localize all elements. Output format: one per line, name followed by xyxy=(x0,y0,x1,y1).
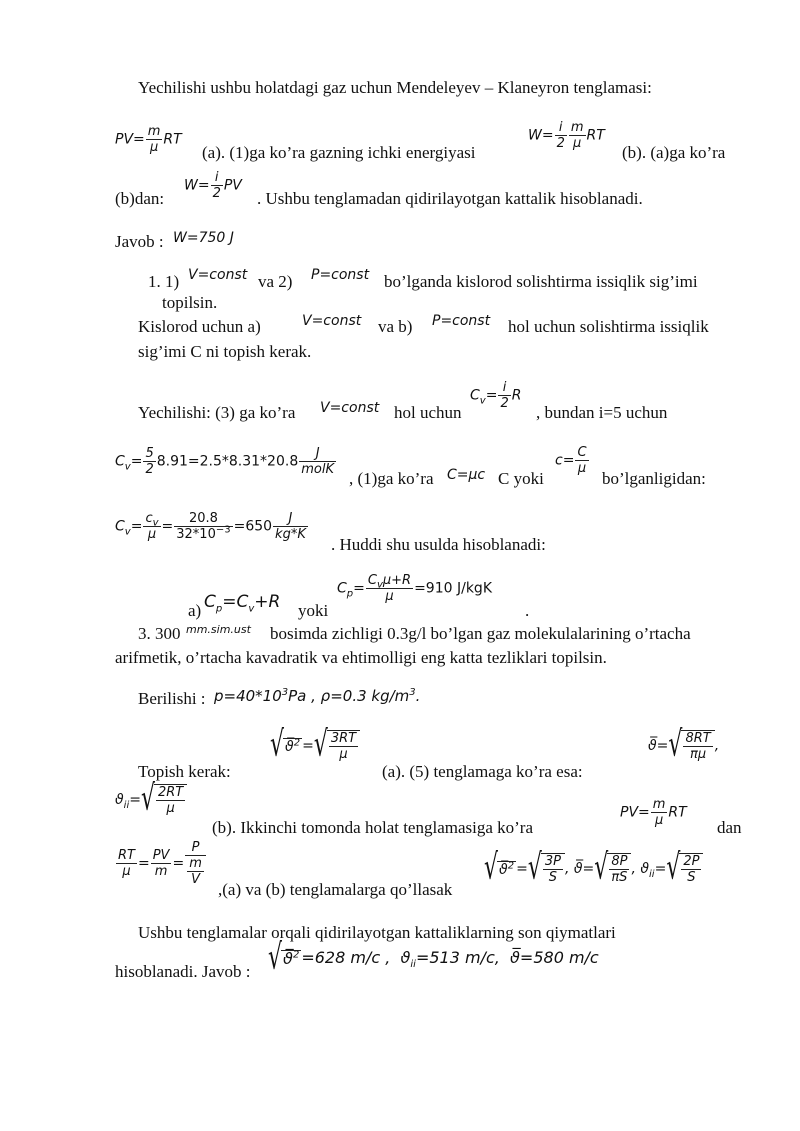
punctuation: . xyxy=(525,601,530,620)
paragraph-text: arifmetik, o’rtacha kavadratik va ehtimolligi eng katta tezliklari topilsin. xyxy=(115,648,607,667)
equation-results: √ϑ̅$^2$ =√ $\frac{3P}{S}$ , ϑ̅=√ $\frac{8P}{\pi S}$ , $ϑ_{ii}=√$ $\frac{2P}{S}$ xyxy=(484,853,703,885)
equation-rt-ratio: $\frac{RT}{\mu}$ = $\frac{PV}{m}$ = $\frac{P}{\frac{m}{V}}$ xyxy=(115,840,207,887)
answer-label: Javob : xyxy=(115,232,164,251)
equation-cv-calc: $C_v=$ $\frac{5}{2}$ 8.91=2.5*8.31*20.8 J molK xyxy=(115,446,334,477)
equation-a: PV= $\frac{m}{\mu}$ RT xyxy=(115,124,182,155)
paragraph-text: bo’lganligidan: xyxy=(602,469,706,488)
paragraph-text: C yoki xyxy=(498,469,544,488)
answer-value: W=750 J xyxy=(173,230,234,246)
paragraph-text: Yechilishi: (3) ga ko’ra xyxy=(138,403,296,422)
paragraph-text: (b). (a)ga ko’ra xyxy=(622,143,726,162)
paragraph-text: (b). Ikkinchi tomonda holat tenglamasiga ko’ra xyxy=(212,818,534,837)
paragraph-text: topilsin. xyxy=(162,293,218,312)
paragraph-text: , (1)ga ko’ra xyxy=(349,469,434,488)
paragraph-text: . Huddi shu usulda hisoblanadi: xyxy=(331,535,546,554)
paragraph-text: . Ushbu tenglamadan qidirilayotgan kattalik hisoblanadi. xyxy=(257,189,643,208)
paragraph-text: (a). (5) tenglamaga ko’ra esa: xyxy=(382,762,583,781)
equation-vrms: √ϑ̅$^2$ =√ $\frac{3RT}{\mu}$ xyxy=(270,730,360,762)
paragraph-text: hisoblanadi. Javob : xyxy=(115,962,251,981)
equation-cv-def: $C_v=$ $\frac{i}{2}$ R xyxy=(470,380,522,411)
equation-vavg: ϑ̅=√ $\frac{8RT}{\pi\mu}$ , xyxy=(648,725,720,766)
paragraph-text: bo’lganda kislorod solishtirma issiqlik sig’imi xyxy=(384,272,698,291)
unit-mm-hg: mm.sim.ust xyxy=(186,623,251,636)
given-values: $p=40*10^3Pa$ , ρ=0.3 $kg/m^3$. xyxy=(214,687,421,705)
paragraph-text: (a). (1)ga ko’ra gazning ichki energiyasi xyxy=(202,143,476,162)
paragraph-text: sig’imi C ni topish kerak. xyxy=(138,342,312,361)
paragraph-text: Yechilishi ushbu holatdagi gaz uchun Mendeleyev – Klaneyron tenglamasi: xyxy=(138,78,652,97)
paragraph-text: Kislorod uchun a) xyxy=(138,317,261,336)
equation-state: PV= $\frac{m}{\mu}$ RT xyxy=(620,797,687,828)
paragraph-text: Ushbu tenglamalar orqali qidirilayotgan kattaliklarning son qiymatlari xyxy=(138,923,616,942)
paragraph-text: hol uchun xyxy=(394,403,462,422)
paragraph-text: va 2) xyxy=(258,272,293,291)
equation-cp-value: $C_p=$ $C_v\mu+R$ μ =910 J/kgK xyxy=(337,573,493,604)
equation-c-over-mu: c= $\frac{C}{\mu}$ xyxy=(555,445,587,476)
paragraph-text: dan xyxy=(717,818,742,837)
list-item-number: 3. 300 xyxy=(138,624,181,643)
list-item-number: 1. 1) xyxy=(148,272,180,291)
equation-v-const: V=const xyxy=(320,400,380,416)
equation-p-const: P=const xyxy=(311,267,370,283)
list-item-label: a) xyxy=(188,601,202,620)
paragraph-text: hol uchun solishtirma issiqlik xyxy=(508,317,709,336)
paragraph-text: va b) xyxy=(378,317,413,336)
equation-p-const: P=const xyxy=(432,313,491,329)
paragraph-text: Topish kerak: xyxy=(138,762,231,781)
paragraph-text: (b)dan: xyxy=(115,189,165,208)
equation-c-mu: C=μc xyxy=(447,467,486,483)
equation-c: W= $\frac{i}{2}$ PV xyxy=(184,170,242,201)
equation-cv-value: $C_v=$ $\frac{c_v}{\mu}$ = $\frac{20.8}{32*10^{-3}}$ =650 $\frac{J}{kg*K}$ xyxy=(115,511,306,542)
paragraph-text: , bundan i=5 uchun xyxy=(536,403,668,422)
given-label: Berilishi : xyxy=(138,689,206,708)
paragraph-text: ,(a) va (b) tenglamalarga qo’llasak xyxy=(218,880,453,899)
equation-cp: $C_p=C_v+R$ xyxy=(204,592,281,615)
equation-vprob: $ϑ_{ii}=√$ $\frac{2RT}{\mu}$ xyxy=(115,784,187,816)
equation-b: W= $\frac{i}{2}$ $\frac{m}{\mu}$ RT xyxy=(528,120,605,151)
equation-v-const: V=const xyxy=(188,267,248,283)
paragraph-text: yoki xyxy=(298,601,329,620)
equation-v-const: V=const xyxy=(302,313,362,329)
final-answers: √ϑ̅$^2$ =628 m/c , $ϑ_{ii}=513$ m/c, ϑ̅=580 m/c xyxy=(268,937,599,978)
paragraph-text: bosimda zichligi 0.3g/l bo’lgan gaz molekulalarining o’rtacha xyxy=(270,624,691,643)
